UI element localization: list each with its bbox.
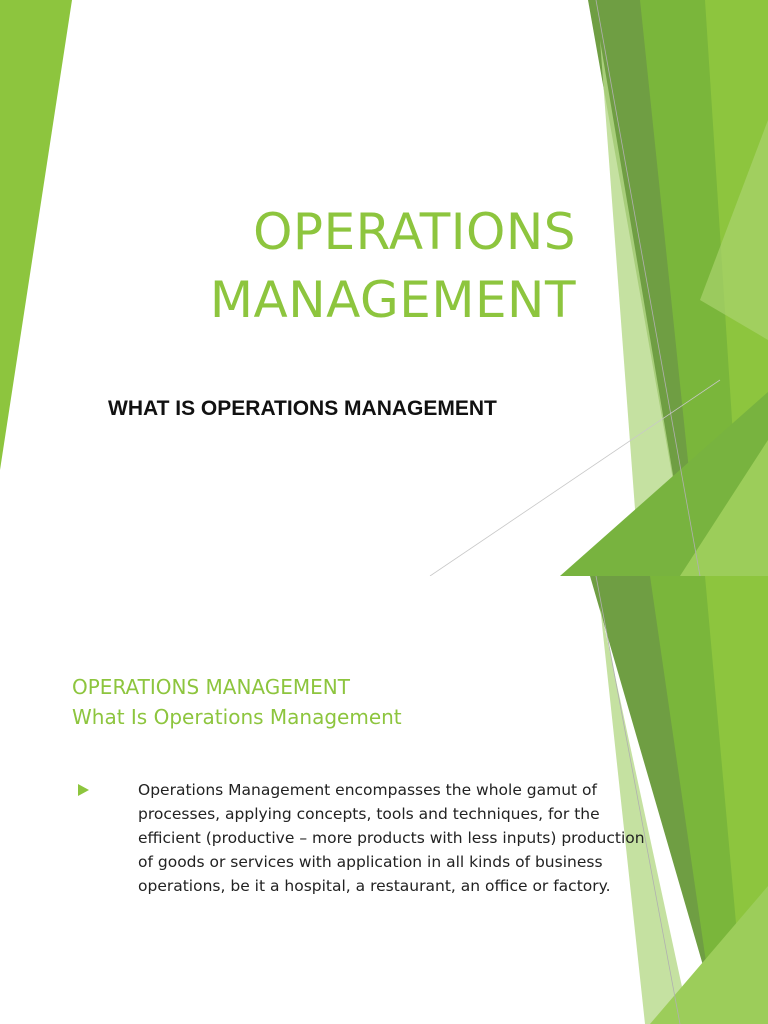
bullet-text bbox=[138, 778, 718, 898]
bullet-text-line: Operations Management encompasses the whole gamut of bbox=[138, 781, 597, 799]
content-slide bbox=[0, 576, 768, 1024]
slide-title-line: MANAGEMENT bbox=[209, 271, 576, 329]
bullet-text-line: operations, be it a hospital, a restaurant, an office or factory. bbox=[138, 877, 611, 895]
slide-title bbox=[72, 672, 592, 732]
slide-subtitle: WHAT IS OPERATIONS MANAGEMENT bbox=[108, 397, 497, 420]
slide-title bbox=[56, 198, 576, 334]
bullet-text-line: processes, applying concepts, tools and techniques, for the bbox=[138, 805, 600, 823]
slide-title-line: OPERATIONS bbox=[253, 203, 576, 261]
bullet-text-line: of goods or services with application in all kinds of business bbox=[138, 853, 603, 871]
slide-title-line: OPERATIONS MANAGEMENT bbox=[72, 675, 350, 699]
bullet-text-line: efficient (productive – more products with less inputs) production bbox=[138, 829, 645, 847]
triangle-bullet-icon bbox=[78, 784, 89, 796]
slide-title-line: What Is Operations Management bbox=[72, 705, 402, 729]
